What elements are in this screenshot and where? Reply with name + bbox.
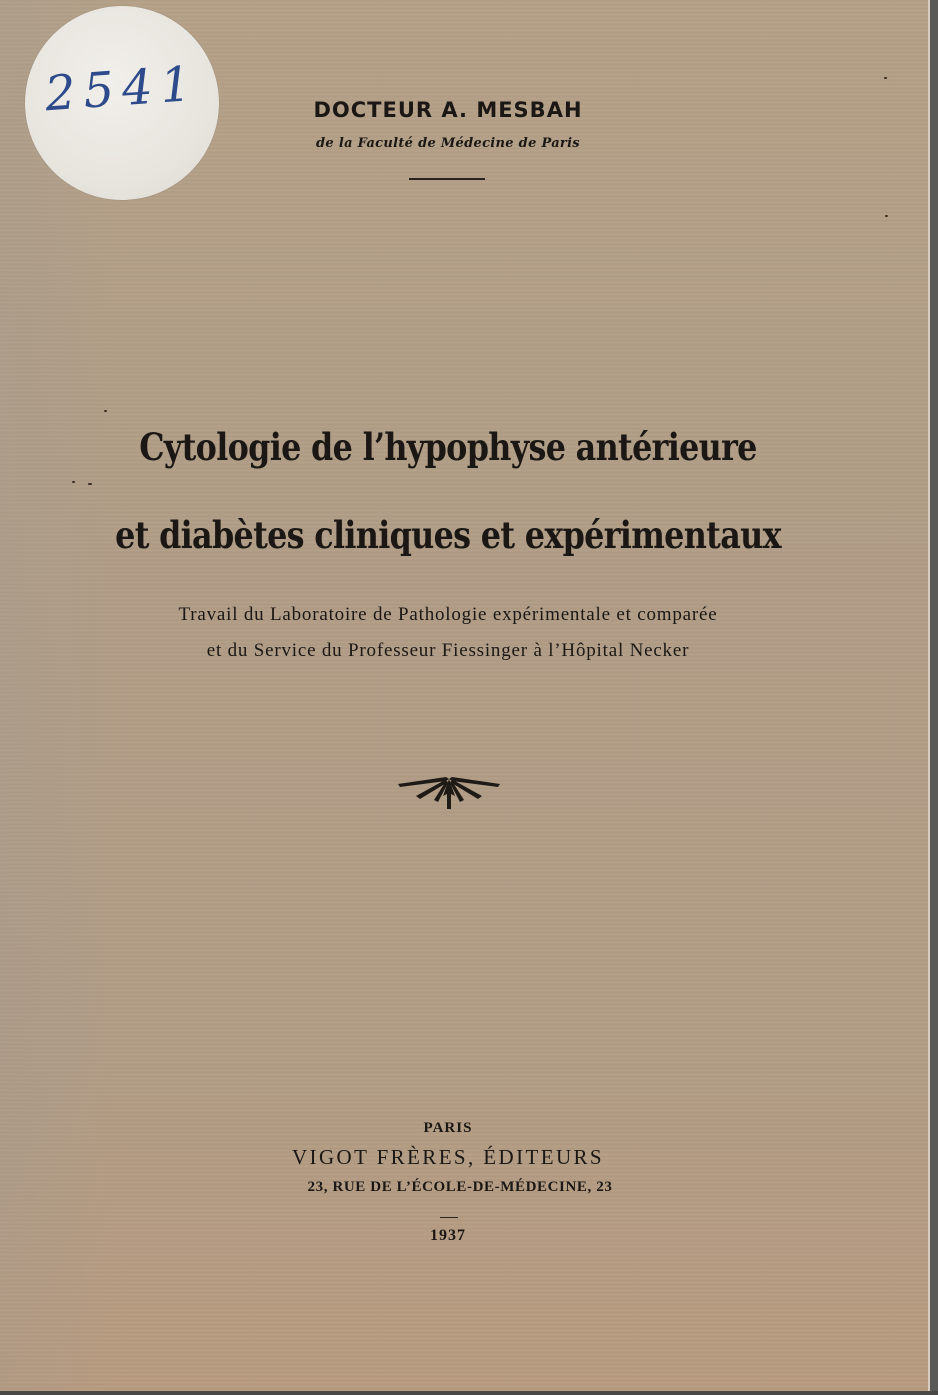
paper-speck [104,410,107,412]
title-line-2: et diabètes cliniques et expérimentaux [115,513,781,557]
paper-speck [884,77,887,79]
subtitle-line-1: Travail du Laboratoire de Pathologie expérimentale et comparée [178,604,718,625]
subtitle-line-2: et du Service du Professeur Fiessinger à l’Hôpital Necker [206,640,690,661]
paper-speck [72,481,75,483]
sticker-number: 2541 [43,55,201,123]
header-divider [409,178,485,180]
publication-year: 1937 [430,1227,466,1244]
author-name: DOCTEUR A. MESBAH [313,98,583,122]
publisher-name: VIGOT FRÈRES, ÉDITEURS [291,1145,604,1169]
page-edge-shadow [0,1391,938,1395]
author-affiliation: de la Faculté de Médecine de Paris [316,136,580,151]
title-line-1: Cytologie de l’hypophyse antérieure [139,425,757,469]
paper-speck [88,483,92,485]
publisher-address: 23, RUE DE L’ÉCOLE-DE-MÉDECINE, 23 [307,1179,613,1195]
paper-speck [885,215,888,217]
small-divider [440,1217,458,1218]
fleuron-arrow-icon [396,770,502,810]
publisher-city: PARIS [423,1120,473,1136]
